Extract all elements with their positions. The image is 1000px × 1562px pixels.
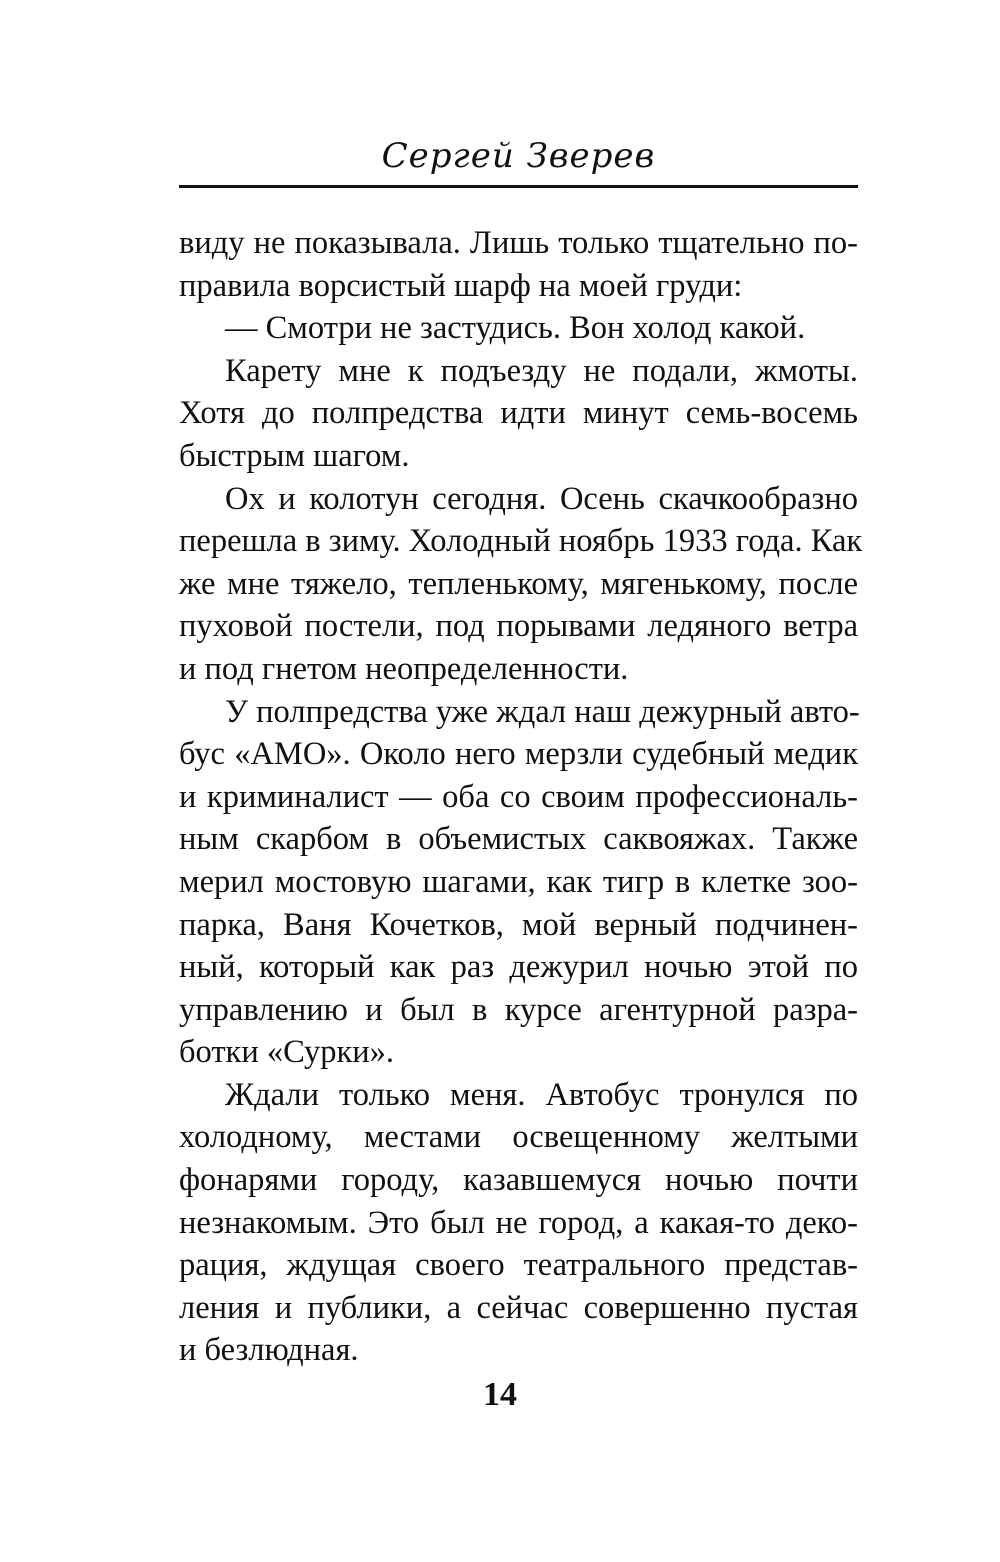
- text-line: — Смотри не застудись. Вон холод какой.: [225, 310, 806, 347]
- text-line: фонарями городу, казавшемуся ночью почти: [179, 1162, 858, 1199]
- paragraph-2: [179, 307, 858, 350]
- text-line: перешла в зиму. Холодный ноябрь 1933 года. Как: [179, 523, 863, 560]
- text-line: и безлюдная.: [179, 1332, 359, 1369]
- text-line: пуховой постели, под порывами ледяного ветра: [179, 608, 858, 645]
- text-line: парка, Ваня Кочетков, мой верный подчинен-: [179, 906, 858, 943]
- page-number: 14: [483, 1376, 517, 1413]
- text-line: холодному, местами освещенному желтыми: [179, 1119, 858, 1156]
- text-line: мерил мостовую шагами, как тигр в клетке зоо-: [179, 863, 858, 900]
- text-line: У полпредства уже ждал наш дежурный авто-: [225, 693, 860, 730]
- body-text: [179, 222, 863, 1372]
- running-title: Сергей Зверев: [381, 136, 656, 176]
- text-line: Ох и колотун сегодня. Осень скачкообразно: [225, 480, 858, 517]
- text-line: же мне тяжело, тепленькому, мягенькому, после: [179, 565, 858, 602]
- text-line: Карету мне к подъезду не подали, жмоты.: [225, 352, 858, 389]
- text-line: виду не показывала. Лишь только тщательно по-: [179, 225, 858, 261]
- text-line: рация, ждущая своего театрального представ-: [179, 1247, 858, 1284]
- running-header: [179, 128, 858, 186]
- text-line: ный, который как раз дежурил ночью этой по: [179, 949, 858, 986]
- paragraph-1: [179, 222, 858, 307]
- text-line: Хотя до полпредства идти минут семь-восемь: [179, 395, 858, 432]
- paragraph-5: [179, 691, 858, 1074]
- paragraph-3: [179, 350, 858, 478]
- text-line: быстрым шагом.: [179, 437, 410, 474]
- header-rule: [179, 185, 858, 188]
- text-line: Ждали только меня. Автобус тронулся по: [225, 1076, 858, 1113]
- text-line: управлению и был в курсе агентурной разра-: [179, 991, 858, 1028]
- text-line: и под гнетом неопределенности.: [179, 650, 629, 687]
- paragraph-6: [179, 1074, 858, 1372]
- text-line: ботки «Сурки».: [179, 1034, 395, 1071]
- text-line: правила ворсистый шарф на моей груди:: [179, 267, 743, 304]
- text-line: ным скарбом в объемистых саквояжах. Также: [179, 821, 858, 858]
- text-line: незнакомым. Это был не город, а какая-то деко-: [179, 1204, 858, 1241]
- text-line: и криминалист — оба со своим профессиональ-: [179, 778, 858, 815]
- text-line: бус «АМО». Около него мерзли судебный медик: [179, 736, 858, 773]
- paragraph-4: [179, 478, 863, 691]
- text-line: ления и публики, а сейчас совершенно пустая: [179, 1289, 858, 1326]
